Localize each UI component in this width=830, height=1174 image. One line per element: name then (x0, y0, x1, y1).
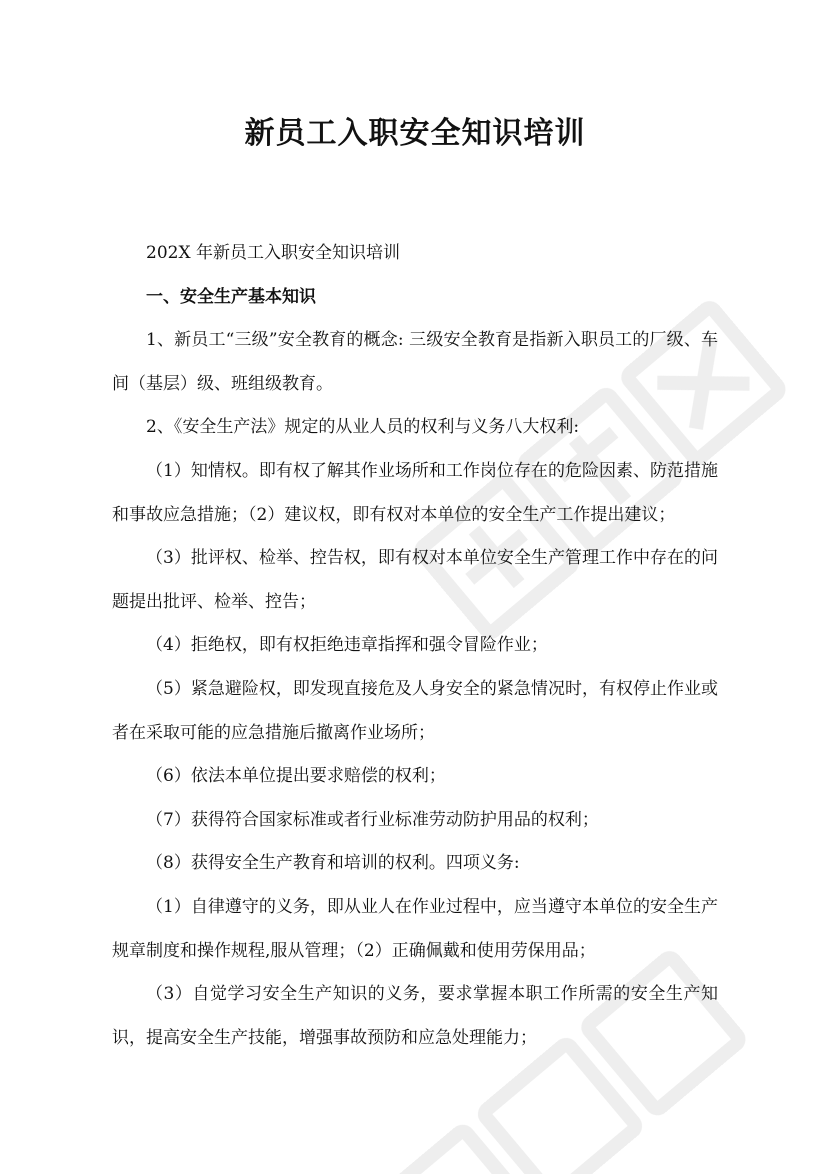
paragraph: （4）拒绝权，即有权拒绝违章指挥和强令冒险作业； (146, 635, 548, 656)
paragraph: （1）自律遵守的义务，即从业人在作业过程中，应当遵守本单位的安全生产规章制度和操作规程,服从管理；（2）正确佩戴和使用劳保用品； (112, 896, 718, 961)
document-title: 新员工入职安全知识培训 (244, 116, 586, 151)
paragraph-intro: 202X 年新员工入职安全知识培训 (146, 243, 400, 263)
section-heading: 一、安全生产基本知识 (146, 286, 316, 307)
paragraph: （3）批评权、检举、控告权，即有权对本单位安全生产管理工作中存在的问题提出批评、检举、控告； (112, 548, 718, 612)
paragraph: 1、新员工“三级”安全教育的概念: 三级安全教育是指新入职员工的厂级、车间（基层）级、班组级教育。 (112, 330, 718, 394)
paragraph: （7）获得符合国家标准或者行业标准劳动防护用品的权利； (146, 809, 599, 830)
paragraph: （1）知情权。即有权了解其作业场所和工作岗位存在的危险因素、防范措施和事故应急措施；（2）建议权，即有权对本单位的安全生产工作提出建议； (112, 460, 718, 525)
paragraph: （8）获得安全生产教育和培训的权利。四项义务: (146, 853, 520, 874)
paragraph: （3）自觉学习安全生产知识的义务，要求掌握本职工作所需的安全生产知识，提高安全生产技能，增强事故预防和应急处理能力； (112, 984, 718, 1048)
document-body (112, 232, 718, 1060)
paragraph: 2、《安全生产法》规定的从业人员的权利与义务八大权利: (146, 417, 580, 438)
paragraph: （6）依法本单位提出要求赔偿的权利； (146, 766, 446, 787)
paragraph: （5）紧急避险权，即发现直接危及人身安全的紧急情况时，有权停止作业或者在采取可能的应急措施后撤离作业场所； (112, 678, 718, 743)
